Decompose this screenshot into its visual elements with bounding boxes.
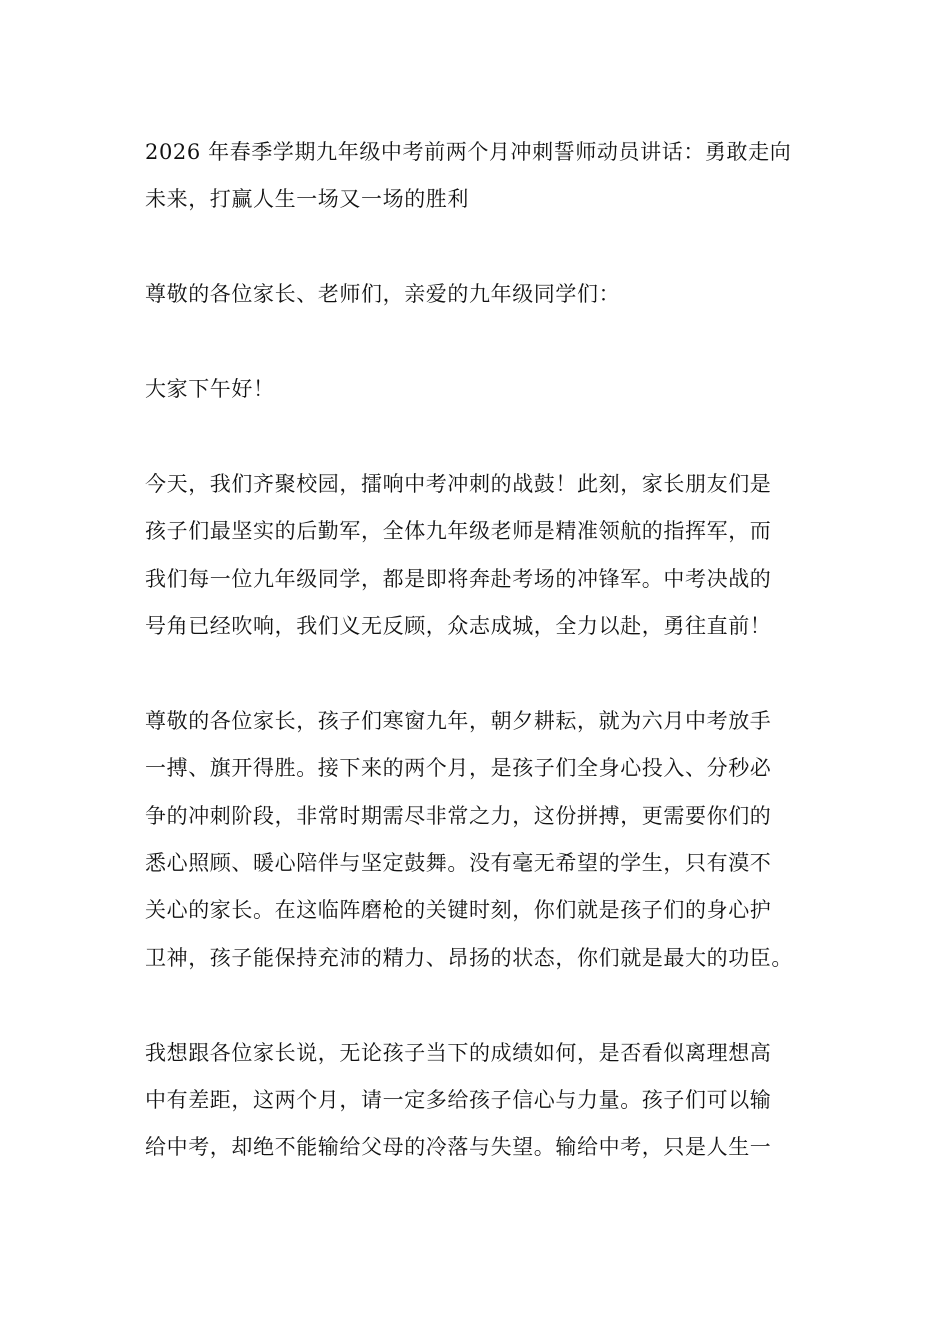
paragraph-line: 今天，我们齐聚校园，擂响中考冲刺的战鼓！此刻，家长朋友们是 bbox=[145, 471, 772, 496]
paragraph-3 bbox=[145, 1030, 807, 1172]
paragraph-2 bbox=[145, 698, 807, 982]
greeting-line: 大家下午好！ bbox=[145, 377, 275, 401]
paragraph-line: 尊敬的各位家长，孩子们寒窗九年，朝夕耕耘，就为六月中考放手 bbox=[145, 708, 772, 733]
paragraph-spacer bbox=[145, 319, 807, 366]
paragraph-spacer bbox=[145, 982, 807, 1029]
greeting bbox=[145, 366, 807, 413]
paragraph-line: 中有差距，这两个月，请一定多给孩子信心与力量。孩子们可以输 bbox=[145, 1088, 772, 1113]
paragraph-line: 卫神，孩子能保持充沛的精力、昂扬的状态，你们就是最大的功臣。 bbox=[145, 945, 793, 970]
paragraph-spacer bbox=[145, 413, 807, 460]
paragraph-line: 给中考，却绝不能输给父母的冷落与失望。输给中考，只是人生一 bbox=[145, 1135, 772, 1160]
paragraph-spacer bbox=[145, 224, 807, 271]
paragraph-line: 一搏、旗开得胜。接下来的两个月，是孩子们全身心投入、分秒必 bbox=[145, 756, 772, 781]
document-title bbox=[145, 129, 807, 224]
paragraph-line: 悉心照顾、暖心陪伴与坚定鼓舞。没有毫无希望的学生，只有漠不 bbox=[145, 851, 772, 876]
paragraph-line: 关心的家长。在这临阵磨枪的关键时刻，你们就是孩子们的身心护 bbox=[145, 898, 772, 923]
paragraph-line: 孩子们最坚实的后勤军，全体九年级老师是精准领航的指挥军，而 bbox=[145, 519, 772, 544]
paragraph-line: 我们每一位九年级同学，都是即将奔赴考场的冲锋军。中考决战的 bbox=[145, 566, 772, 591]
title-line: 2026 年春季学期九年级中考前两个月冲刺誓师动员讲话：勇敢走向 bbox=[145, 140, 792, 164]
paragraph-line: 我想跟各位家长说，无论孩子当下的成绩如何，是否看似离理想高 bbox=[145, 1040, 772, 1065]
paragraph-spacer bbox=[145, 650, 807, 697]
paragraph-1 bbox=[145, 461, 807, 651]
title-line: 未来，打赢人生一场又一场的胜利 bbox=[145, 187, 469, 212]
paragraph-line: 号角已经吹响，我们义无反顾，众志成城，全力以赴，勇往直前！ bbox=[145, 614, 772, 639]
salutation-line: 尊敬的各位家长、老师们，亲爱的九年级同学们： bbox=[145, 282, 621, 307]
salutation bbox=[145, 271, 807, 318]
paragraph-line: 争的冲刺阶段，非常时期需尽非常之力，这份拼搏，更需要你们的 bbox=[145, 803, 772, 828]
document-body bbox=[145, 129, 807, 1172]
